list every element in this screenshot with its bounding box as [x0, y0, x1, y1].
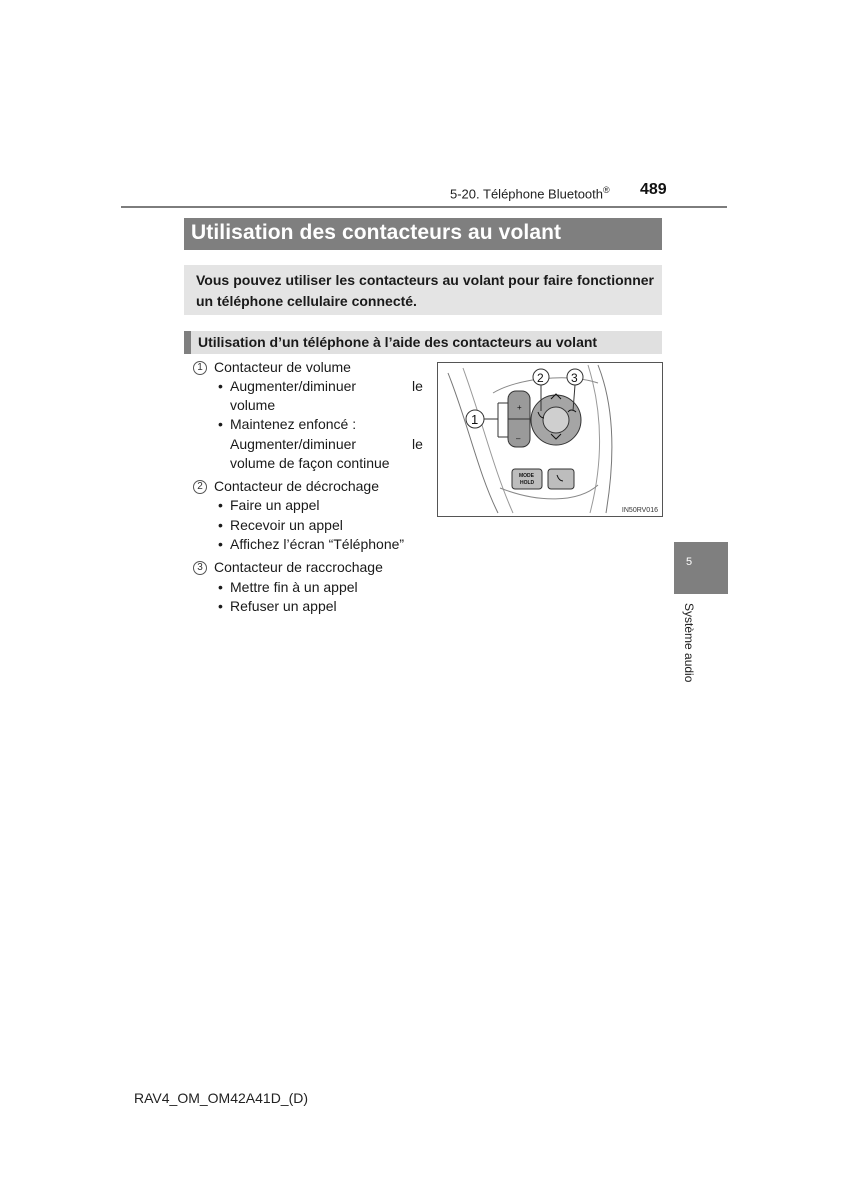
bullet: • [218, 598, 223, 614]
bullet-text: volume [230, 397, 276, 413]
bullet-text: Mettre fin à un appel [230, 579, 358, 595]
bullet: • [218, 517, 223, 533]
chapter-tab [674, 542, 728, 594]
bullet: • [218, 416, 223, 432]
minus-label: – [516, 434, 521, 443]
page-number: 489 [640, 181, 667, 198]
item-label-volume-switch: Contacteur de volume [214, 359, 351, 375]
intro-box [184, 265, 662, 315]
hold-label: HOLD [520, 480, 535, 486]
item-number-1: 1 [193, 361, 207, 375]
bullet: • [218, 579, 223, 595]
subsection-header [184, 331, 662, 354]
header-rule [121, 206, 727, 208]
bullet-text: Refuser un appel [230, 598, 337, 614]
callout-3: 3 [571, 371, 578, 385]
illustration-code: IN50RV016 [621, 507, 658, 514]
callout-1: 1 [471, 412, 479, 427]
callout-2: 2 [537, 371, 544, 385]
item-label-off-hook-switch: Contacteur de décrochage [214, 478, 379, 494]
subsection-title: Utilisation d’un téléphone à l’aide des contacteurs au volant [198, 334, 598, 350]
steering-wheel-drawing [438, 363, 664, 518]
chapter-number: 5 [686, 556, 693, 568]
bullet-text: le [412, 436, 423, 452]
bullet: • [218, 497, 223, 513]
mode-label: MODE [519, 473, 534, 479]
bullet-text: Maintenez enfoncé : [230, 416, 357, 432]
bullet-text: Augmenter/diminuer [230, 436, 357, 452]
bullet-text: volume de façon continue [230, 455, 390, 471]
item-label-on-hook-switch: Contacteur de raccrochage [214, 559, 383, 575]
section-title: 5-20. Téléphone Bluetooth® [450, 185, 610, 202]
document-code: RAV4_OM_OM42A41D_(D) [134, 1090, 309, 1106]
item-number-2: 2 [193, 480, 207, 494]
bullet: • [218, 378, 223, 394]
item-number-3: 3 [193, 561, 207, 575]
bullet-text: Affichez l’écran “Téléphone” [230, 536, 405, 552]
page-title: Utilisation des contacteurs au volant [191, 221, 562, 244]
intro-text: Vous pouvez utiliser les contacteurs au volant pour faire fonctionner un téléphone cellulaire connecté. [196, 272, 654, 309]
bullet-text: Faire un appel [230, 497, 320, 513]
bullet-text: le [412, 378, 423, 394]
page-title-bar [184, 218, 662, 250]
bullet-text: Augmenter/diminuer [230, 378, 357, 394]
bullet-text: Recevoir un appel [230, 517, 343, 533]
plus-label: + [517, 403, 522, 412]
steering-switch-illustration [437, 362, 663, 517]
bullet: • [218, 536, 223, 552]
chapter-label: Système audio [682, 603, 696, 683]
